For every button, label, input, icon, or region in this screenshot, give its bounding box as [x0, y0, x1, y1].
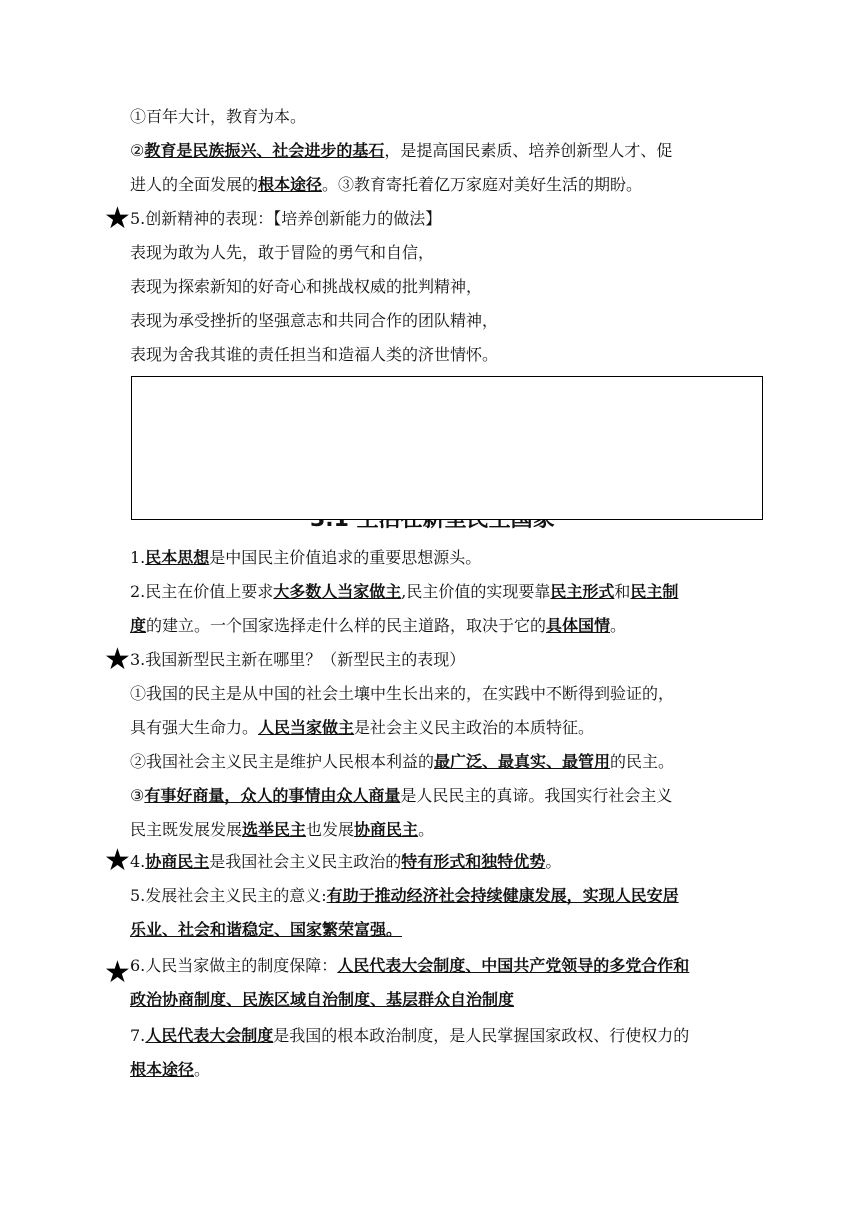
text-line: ③有事好商量，众人的事情由众人商量是人民民主的真谛。我国实行社会主义 — [130, 786, 673, 805]
text-line: ②我国社会主义民主是维护人民根本利益的最广泛、最真实、最管用的民主。 — [130, 752, 675, 771]
list-item: 表现为探索新知的好奇心和挑战权威的批判精神， — [130, 277, 483, 296]
section-title: 3.我国新型民主新在哪里？（新型民主的表现） — [130, 650, 466, 669]
text-line: 进人的全面发展的根本途径。③教育寄托着亿万家庭对美好生活的期盼。 — [130, 175, 643, 194]
star-icon: ★ — [104, 642, 131, 677]
text-line: 政治协商制度、民族区域自治制度、基层群众自治制度 — [130, 990, 515, 1009]
text-line: ②教育是民族振兴、社会进步的基石，是提高国民素质、培养创新型人才、促 — [130, 141, 673, 160]
text-line: 5.发展社会主义民主的意义:有助于推动经济社会持续健康发展，实现人民安居 — [130, 886, 679, 905]
text-line: ①我国的民主是从中国的社会土壤中生长出来的，在实践中不断得到验证的， — [130, 684, 675, 703]
list-item: 表现为舍我其谁的责任担当和造福人类的济世情怀。 — [130, 345, 499, 364]
text-line: 具有强大生命力。人民当家做主是社会主义民主政治的本质特征。 — [130, 718, 595, 737]
text-line: 根本途径。 — [130, 1060, 211, 1079]
text-line: 乐业、社会和谐稳定、国家繁荣富强。 — [130, 920, 403, 939]
star-icon: ★ — [104, 843, 131, 878]
text-line: 1.民本思想是中国民主价值追求的重要思想源头。 — [130, 548, 482, 567]
text-line: 7.人民代表大会制度是我国的根本政治制度，是人民掌握国家政权、行使权力的 — [130, 1026, 690, 1045]
text-line: 4.协商民主是我国社会主义民主政治的特有形式和独特优势。 — [130, 852, 562, 871]
text-line: 度的建立。一个国家选择走什么样的民主道路，取决于它的具体国情。 — [130, 616, 627, 635]
text-line: 6.人民当家做主的制度保障：人民代表大会制度、中国共产党领导的多党合作和 — [130, 956, 690, 975]
blank-box — [131, 376, 763, 520]
list-item: 表现为敢为人先，敢于冒险的勇气和自信， — [130, 243, 435, 262]
star-icon: ★ — [104, 201, 131, 236]
star-icon: ★ — [104, 955, 131, 990]
text-line: 民主既发展发展选举民主也发展协商民主。 — [130, 820, 435, 839]
list-item: 表现为承受挫折的坚强意志和共同合作的团队精神， — [130, 311, 499, 330]
section-title: 5.创新精神的表现：【培养创新能力的做法】 — [130, 209, 442, 228]
text-line: ①百年大计，教育为本。 — [130, 107, 307, 126]
text-line: 2.民主在价值上要求大多数人当家做主,民主价值的实现要靠民主形式和民主制 — [130, 582, 679, 601]
